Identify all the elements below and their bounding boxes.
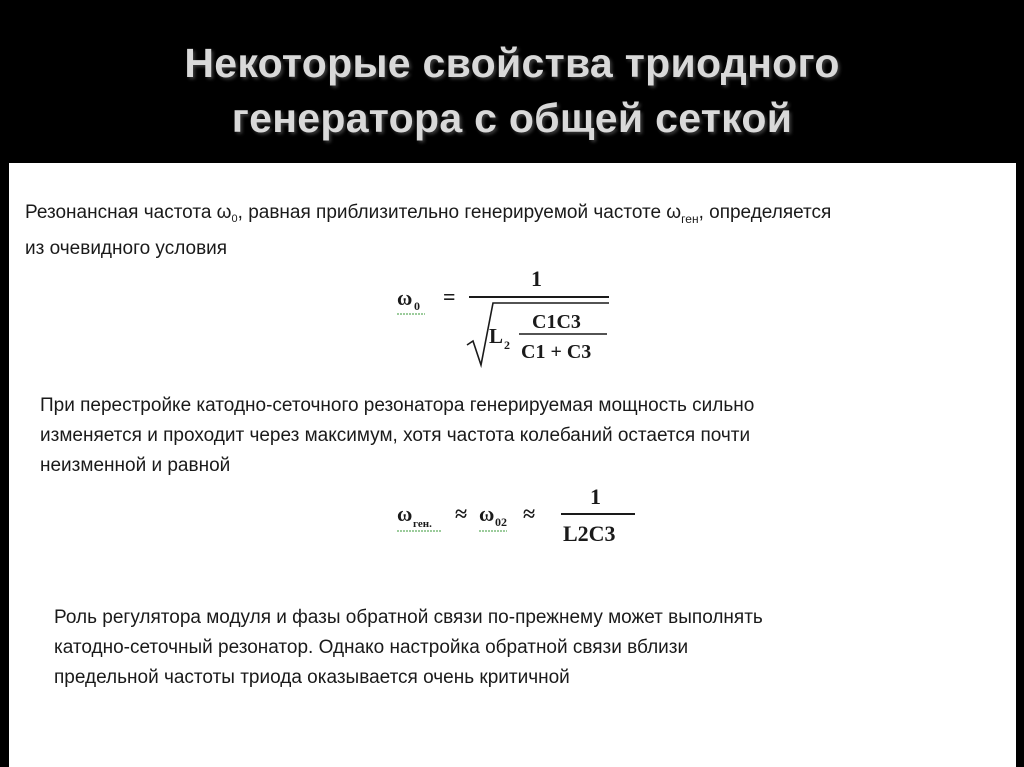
formula1-lhs: ω	[397, 286, 413, 310]
formula2-approx-2: ≈	[523, 501, 536, 526]
title-line-1: Некоторые свойства триодного	[184, 40, 840, 86]
formula2-numerator: 1	[590, 484, 601, 509]
formula1-numerator: 1	[531, 266, 542, 291]
formula-omega0	[397, 261, 627, 371]
paragraph-2-line-3: неизменной и равной	[40, 455, 231, 476]
formula2-approx-1: ≈	[455, 501, 468, 526]
para1-text-c: , определяется	[698, 202, 832, 223]
paragraph-3-line-2: катодно-сеточный резонатор. Однако настройка обратной связи вблизи	[54, 637, 689, 658]
paragraph-3-line-3: предельной частоты триода оказывается очень критичной	[54, 667, 570, 688]
slide-title	[0, 36, 1024, 146]
paragraph-1-line-1	[25, 198, 1015, 234]
formula2-lhs-sub: ген.	[413, 518, 432, 530]
formula2-lhs: ω	[397, 502, 413, 526]
paragraph-3-line-1: Роль регулятора модуля и фазы обратной связи по-прежнему может выполнять	[54, 607, 763, 628]
para1-text-a: Резонансная частота ω	[25, 202, 232, 223]
para1-text-b: , равная приблизительно генерируемой частоте ω	[237, 202, 682, 223]
paragraph-1-line-2: из очевидного условия	[25, 238, 228, 259]
formula-omega-gen	[397, 481, 657, 553]
paragraph-2-line-1: При перестройке катодно-сеточного резонатора генерируемая мощность сильно	[40, 395, 755, 416]
title-bar	[0, 0, 1024, 160]
formula2-mid-sub: 02	[495, 515, 507, 529]
formula1-inner-denominator: C1 + C3	[521, 341, 592, 363]
formula2-mid: ω	[479, 502, 495, 526]
formula1-lhs-sub: 0	[414, 299, 420, 313]
para1-sub-b: ген	[681, 212, 699, 226]
formula1-inner-numerator: C1C3	[532, 311, 581, 333]
paragraph-2-line-2: изменяется и проходит через максимум, хотя частота колебаний остается почти	[40, 425, 751, 446]
formula2-denominator: L2C3	[563, 521, 616, 546]
formula1-eq: =	[443, 284, 456, 309]
paragraph-tuning	[40, 391, 980, 481]
paragraph-feedback-role	[54, 603, 994, 693]
paragraph-resonant-frequency	[25, 198, 1015, 264]
title-line-2: генератора с общей сеткой	[231, 95, 793, 141]
slide-body	[9, 163, 1016, 767]
formula1-radicand-L-sub: 2	[504, 338, 510, 352]
formula1-radicand-L: L	[489, 324, 504, 348]
para1-sub-a: 0	[231, 213, 238, 225]
